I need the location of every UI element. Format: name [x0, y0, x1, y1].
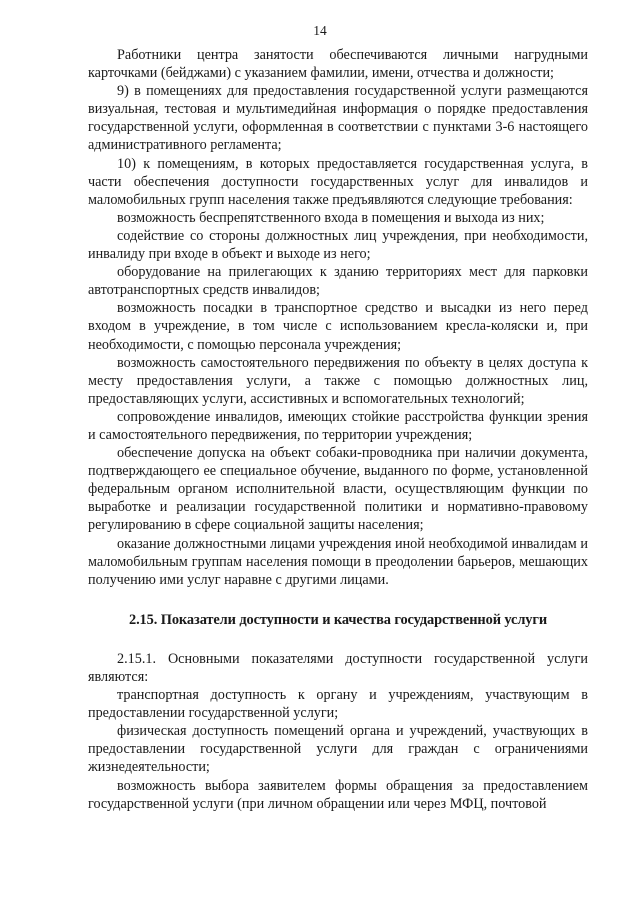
paragraph-boarding: возможность посадки в транспортное средство и высадки из него перед входом в учреждение, в том числе с использованием кресла-коляски и, при необходимости, с помощью персонала учреждения;	[88, 300, 588, 353]
page-number: 14	[313, 23, 327, 38]
paragraph-movement: возможность самостоятельного передвижения по объекту в целях доступа к месту предоставления услуги, а также с помощью должностных лиц, предоставляющих услуги, ассистивных и вспомогательных технологий;	[88, 354, 588, 407]
paragraph-2-15-1: 2.15.1. Основными показателями доступности государственной услуги являются:	[88, 650, 588, 685]
paragraph-form-choice: возможность выбора заявителем формы обращения за предоставлением государственной услуги (при личном обращении или через МФЦ, почтовой	[88, 777, 588, 812]
section-heading: 2.15. Показатели доступности и качества государственной услуги	[128, 611, 548, 628]
paragraph-escort: сопровождение инвалидов, имеющих стойкие расстройства функции зрения и самостоятельного передвижения, по территории учреждения;	[88, 408, 588, 443]
paragraph-parking: оборудование на прилегающих к зданию территориях мест для парковки автотранспортных средств инвалидов;	[88, 264, 588, 299]
paragraph-other-help: оказание должностными лицами учреждения иной необходимой инвалидам и маломобильным группам населения помощи в преодолении барьеров, мешающих получению ими услуг наравне с другими лицами.	[88, 535, 588, 588]
paragraph-physical-access: физическая доступность помещений органа и учреждений, участвующих в предоставлении государственной услуги для граждан с ограничениями жизнедеятельности;	[88, 723, 588, 776]
paragraph-item-10: 10) к помещениям, в которых предоставляется государственная услуга, в части обеспечения доступности государственных услуг для инвалидов и маломобильных групп населения также предъявляются следующие требования:	[88, 155, 588, 208]
document-body	[88, 46, 588, 813]
paragraph-free-entry: возможность беспрепятственного входа в помещения и выхода из них;	[117, 209, 545, 226]
paragraph-staff-assistance: содействие со стороны должностных лиц учреждения, при необходимости, инвалиду при входе в объект и выходе из него;	[88, 227, 588, 263]
paragraph-guide-dog: обеспечение допуска на объект собаки-проводника при наличии документа, подтверждающего ее специальное обучение, выданного по форме, установленной федеральным органом исполнительной власти, осуществляющим функции по выработке и реализации государственной политики и нормативно-правовому регулированию в сфере социальной защиты населения;	[88, 445, 588, 534]
paragraph-transport-access: транспортная доступность к органу и учреждениям, участвующим в предоставлении государственной услуги;	[88, 687, 588, 722]
paragraph-item-9: 9) в помещениях для предоставления государственной услуги размещаются визуальная, тестовая и мультимедийная информация о порядке предоставления государственной услуги, оформленная в соответствии с пунктами 3-6 настоящего административного регламента;	[88, 83, 588, 154]
paragraph-badges: Работники центра занятости обеспечиваются личными нагрудными карточками (бейджами) с указанием фамилии, имени, отчества и должности;	[88, 47, 588, 82]
